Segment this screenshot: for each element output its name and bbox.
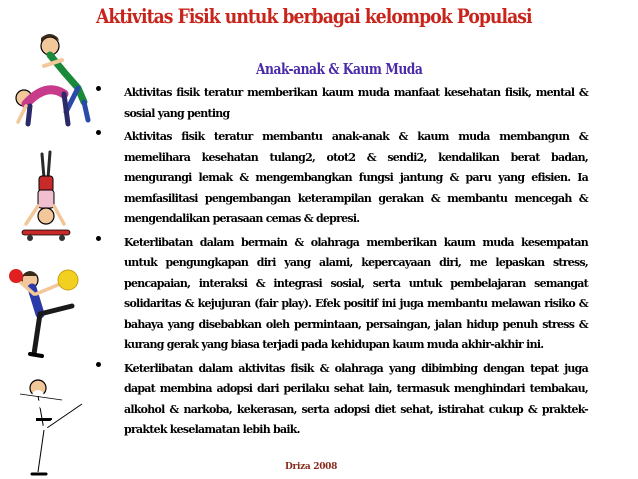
slide-title: Aktivitas Fisik untuk berbagai kelompok Populasi: [96, 4, 532, 28]
bullet-text: Keterlibatan dalam aktivitas fisik & olahraga yang dibimbing dengan tepat juga dapat membina adopsi dari perilaku sehat lain, termasuk menghindari tembakau, alkohol & narkoba, kekerasan, serta adopsi diet sehat, istirahat cukup & praktek-praktek keselamatan lebih baik.: [124, 361, 588, 436]
bullet-list: [96, 86, 588, 450]
handstand-skateboard-kid-icon: [14, 150, 74, 245]
bullet-dot-icon: [96, 130, 101, 135]
bullet-dot-icon: [96, 362, 101, 367]
bullet-item: [96, 127, 588, 230]
bullet-item: [96, 83, 588, 124]
cheerleader-kick-icon: [6, 262, 96, 362]
bullet-text: Aktivitas fisik teratur membantu anak-anak & kaum muda membangun & memelihara kesehatan tulang2, otot2 & sendi2, kendalikan berat badan, mengurangi lemak & mengembangkan fungsi jantung & paru yang efisien. Ia memfasilitasi pengembangan keterampilan gerakan & membantu mencegah & mengendalikan perasaan cemas & depresi.: [124, 130, 588, 225]
karate-kick-icon: [10, 374, 95, 479]
bullet-item: [96, 233, 588, 356]
slide-subtitle: Anak-anak & Kaum Muda: [256, 60, 423, 78]
bullet-dot-icon: [96, 86, 101, 91]
bullet-text: Aktivitas fisik teratur memberikan kaum muda manfaat kesehatan fisik, mental & sosial yang penting: [124, 86, 588, 120]
bullet-item: [96, 359, 588, 441]
leapfrog-kids-icon: [6, 32, 96, 130]
bullet-dot-icon: [96, 236, 101, 241]
footer-credit: Driza 2008: [285, 462, 338, 472]
bullet-text: Keterlibatan dalam bermain & olahraga memberikan kaum muda kesempatan untuk pengungkapan diri yang alami, kepercayaan diri, me lepaskan stress, pencapaian, interaksi & integrasi sosial, serta untuk pembelajaran semangat solidaritas & kejujuran (fair play). Efek positif ini juga membantu melawan risiko & bahaya yang disebabkan oleh permintaan, persaingan, jalan hidup penuh stress & kurang gerak yang biasa terjadi pada kehidupan kaum muda akhir-akhir ini.: [124, 235, 588, 351]
